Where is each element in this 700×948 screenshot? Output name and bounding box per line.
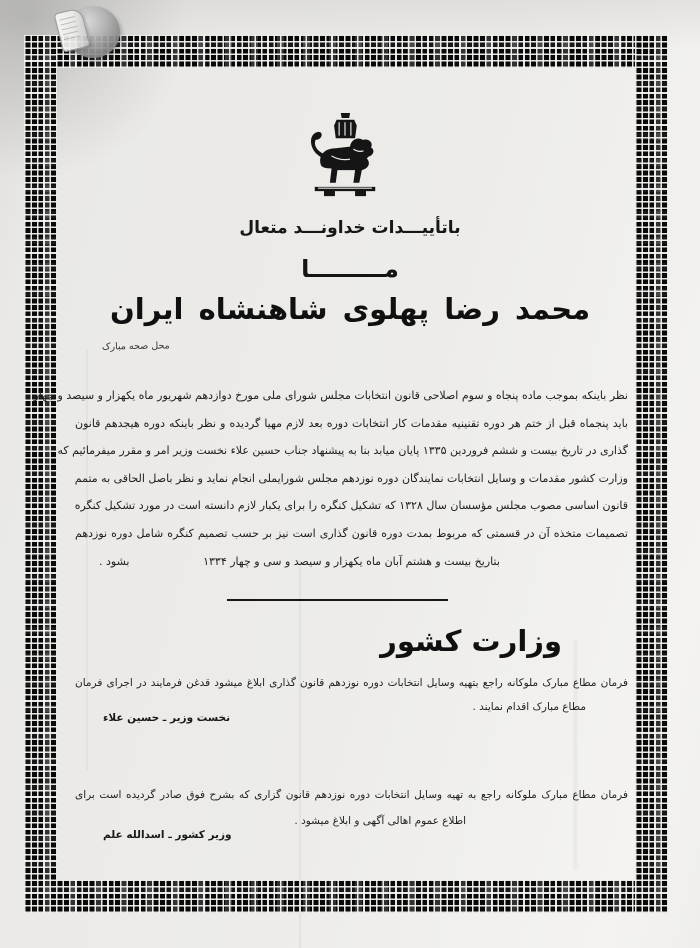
border-left-band [24, 35, 57, 913]
decree-body-text [33, 382, 628, 575]
border-bottom-band [24, 880, 668, 913]
ministry-heading-text: وزارت کشور [380, 624, 562, 658]
decree-closing-word: بشود . [99, 554, 130, 568]
announcement-line: اطلاع عموم اهالی آگهی و ابلاغ میشود . [294, 815, 466, 827]
section-divider-line [227, 599, 448, 601]
decree-line: وزارت کشور مقدمات و وسایل انتخابات نمایندگان دوره نوزدهم مجلس شورایملی انجام نماید و نظر باصل الحاقی به متمم [74, 471, 628, 485]
ministry-order-line: فرمان مطاع مبارک ملوکانه راجع بتهیه وسایل انتخابات دوره نوزدهم قانون گذاری ابلاغ میشود قدغن فرمایند در اجرای فرمان [75, 677, 628, 689]
shah-title-text: محمد رضا پهلوی شاهنشاه ایران [109, 292, 591, 326]
decree-line: گذاری در تاریخ بیست و ششم فروردین ۱۳۳۵ پایان میابد بنا به پیشنهاد جناب حسین علاء نخست وزیر امر و مقرر میفرمائیم که [57, 444, 628, 458]
seal-place-note: محل صحه مبارک [101, 340, 170, 353]
divine-invocation-text: باتأییـــدات خداونـــد متعال [239, 218, 461, 238]
decree-line: نظر باینکه بموجب ماده پنجاه و سوم اصلاحی قانون انتخابات مجلس شورای ملی مورخ دوازدهم شهریور ماه یکهزار و سیصد و چهار [33, 389, 628, 402]
archive-watermark-icon [52, 4, 122, 62]
prime-minister-signature: نخست وزیر ـ حسین علاء [103, 712, 231, 724]
announcement-text [75, 782, 628, 834]
pahlavi-crest-icon [303, 112, 387, 198]
announcement-line: فرمان مطاع مبارک ملوکانه راجع به تهیه وسایل انتخابات دوره نوزدهم قانون گزاری که بشرح فوق صادر گردیده است برای [75, 789, 628, 801]
royal-we-text: مـــــــــا [301, 255, 399, 283]
decree-line: قانون اساسی مصوب مجلس مؤسسان سال ۱۳۲۸ که تشکیل کنگره را برای یکبار لازم دانسته است در مورد تشکیل کنگره [74, 499, 628, 513]
ministry-order-line: مطاع مبارک اقدام نمایند . [472, 700, 586, 713]
decree-line: تصمیمات متخذه آن در قسمتی که مربوط بمدت دوره قانون گذاری است نیز بر حسب تصمیم کنگره شامل دوره نوزدهم [75, 526, 628, 540]
border-right-band [635, 35, 668, 913]
decree-line: باید پنجماه قبل از ختم هر دوره تقنینیه مقدمات کار انتخابات دوره بعد لازم مهیا گردیده و نظر باینکه دوره هیجدهم قانون [75, 416, 628, 430]
interior-minister-signature: وزیر کشور ـ اسدالله علم [103, 829, 232, 841]
decree-date-text: بتاریخ بیست و هشتم آبان ماه یکهزار و سیصد و سی و چهار ۱۳۳۴ [203, 554, 500, 568]
decree-date-line [75, 548, 628, 576]
